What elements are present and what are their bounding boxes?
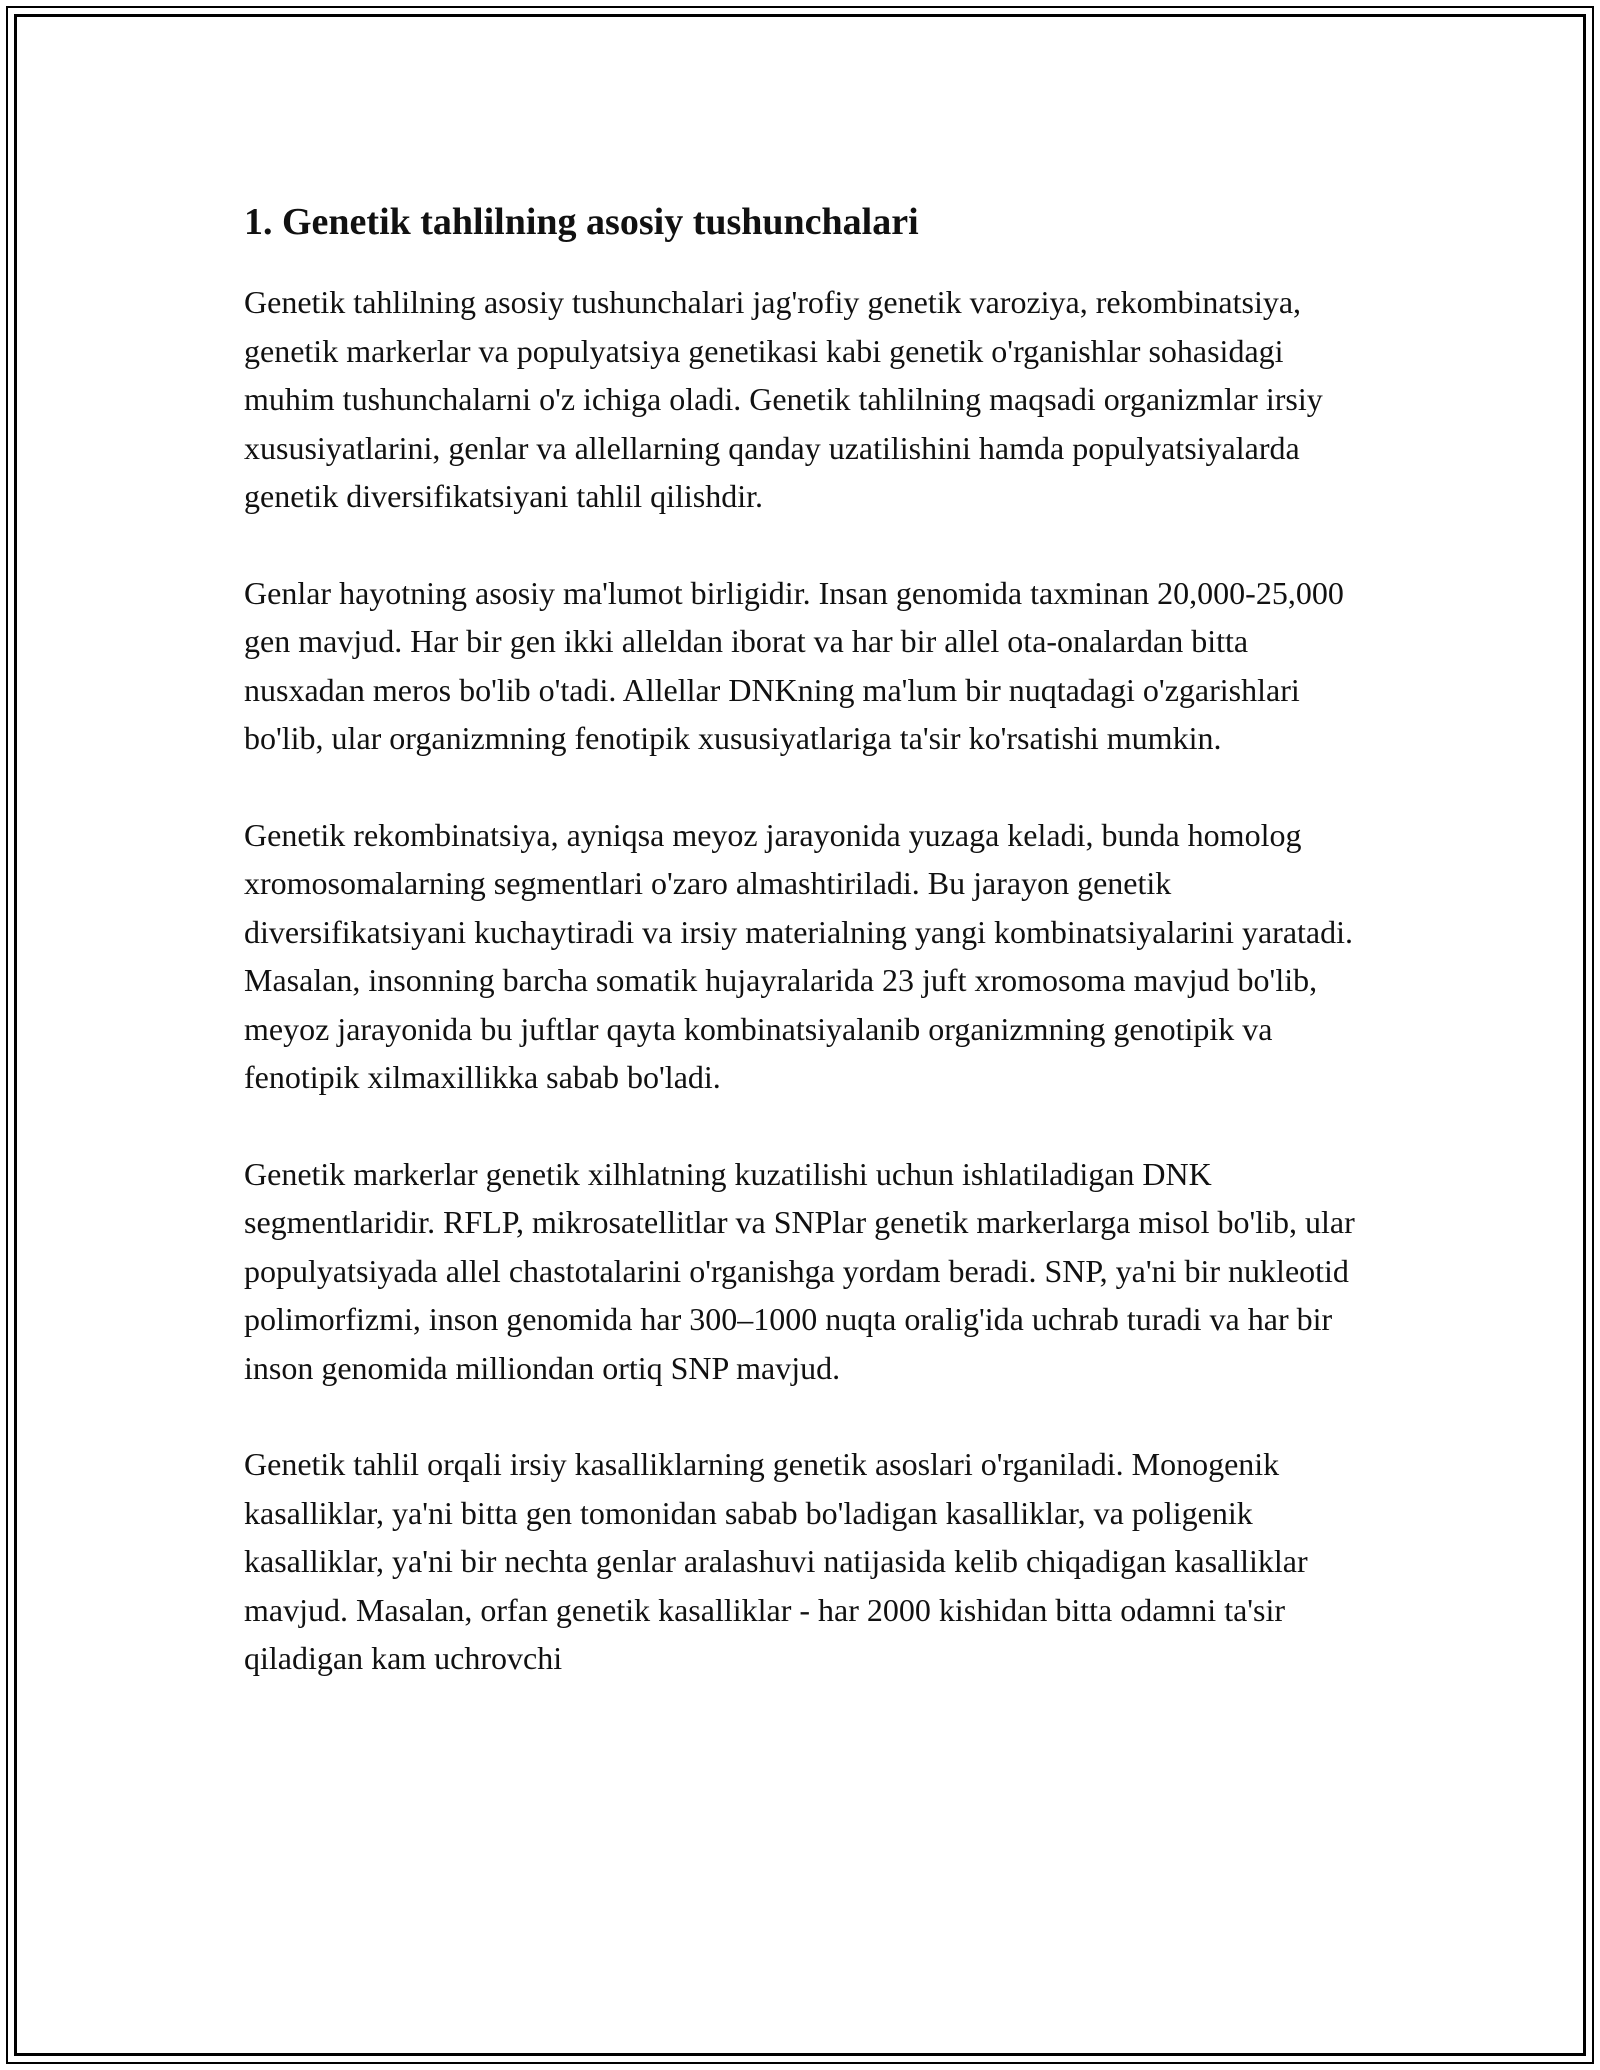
paragraph-genetic-analysis-overview: Genetik tahlilning asosiy tushunchalari jag'rofiy genetik varoziya, rekombinatsiya, genetik markerlar va populyatsiya genetikasi kabi genetik o'rganishlar sohasidagi muhim tushunchalarni o'z ichiga oladi. Genetik tahlilning maqsadi organizmlar irsiy xususiyatlarini, genlar va allellarning qanday uzatilishini hamda populyatsiyalarda genetik diversifikatsiyani tahlil qilishdir. bbox=[244, 284, 1323, 514]
page-frame bbox=[6, 6, 1594, 2064]
document-body bbox=[244, 194, 1374, 1731]
paragraph-genetic-markers: Genetik markerlar genetik xilhlatning kuzatilishi uchun ishlatiladigan DNK segmentlaridir. RFLP, mikrosatellitlar va SNPlar genetik markerlarga misol bo'lib, ular populyatsiyada allel chastotalarini o'rganishga yordam beradi. SNP, ya'ni bir nukleotid polimorfizmi, inson genomida har 300–1000 nuqta oralig'ida uchrab turadi va har bir inson genomida milliondan ortiq SNP mavjud. bbox=[244, 1155, 1355, 1386]
paragraph-genes-and-alleles: Genlar hayotning asosiy ma'lumot birligidir. Insan genomida taxminan 20,000-25,000 gen mavjud. Har bir gen ikki alleldan iborat va har bir allel ota-onalardan bitta nusxadan meros bo'lib o'tadi. Allellar DNKning ma'lum bir nuqtadagi o'zgarishlari bo'lib, ular organizmning fenotipik xususiyatlariga ta'sir ko'rsatishi mumkin. bbox=[244, 574, 1344, 756]
paragraph-genetic-recombination: Genetik rekombinatsiya, ayniqsa meyoz jarayonida yuzaga keladi, bunda homolog xromosomalarning segmentlari o'zaro almashtiriladi. Bu jarayon genetik diversifikatsiyani kuchaytiradi va irsiy materialning yangi kombinatsiyalarini yaratadi. Masalan, insonning barcha somatik hujayralarida 23 juft xromosoma mavjud bo'lib, meyoz jarayonida bu juftlar qayta kombinatsiyalanib organizmning genotipik va fenotipik xilmaxillikka sabab bo'ladi. bbox=[244, 816, 1354, 1095]
section-heading: 1. Genetik tahlilning asosiy tushunchalari bbox=[244, 201, 919, 243]
paragraph-hereditary-diseases: Genetik tahlil orqali irsiy kasalliklarning genetik asoslari o'rganiladi. Monogenik kasalliklar, ya'ni bitta gen tomonidan sabab bo'ladigan kasalliklar, va poligenik kasalliklar, ya'ni bir nechta genlar aralashuvi natijasida kelib chiqadigan kasalliklar mavjud. Masalan, orfan genetik kasalliklar - har 2000 kishidan bitta odamni ta'sir qiladigan kam uchrovchi bbox=[244, 1446, 1308, 1676]
